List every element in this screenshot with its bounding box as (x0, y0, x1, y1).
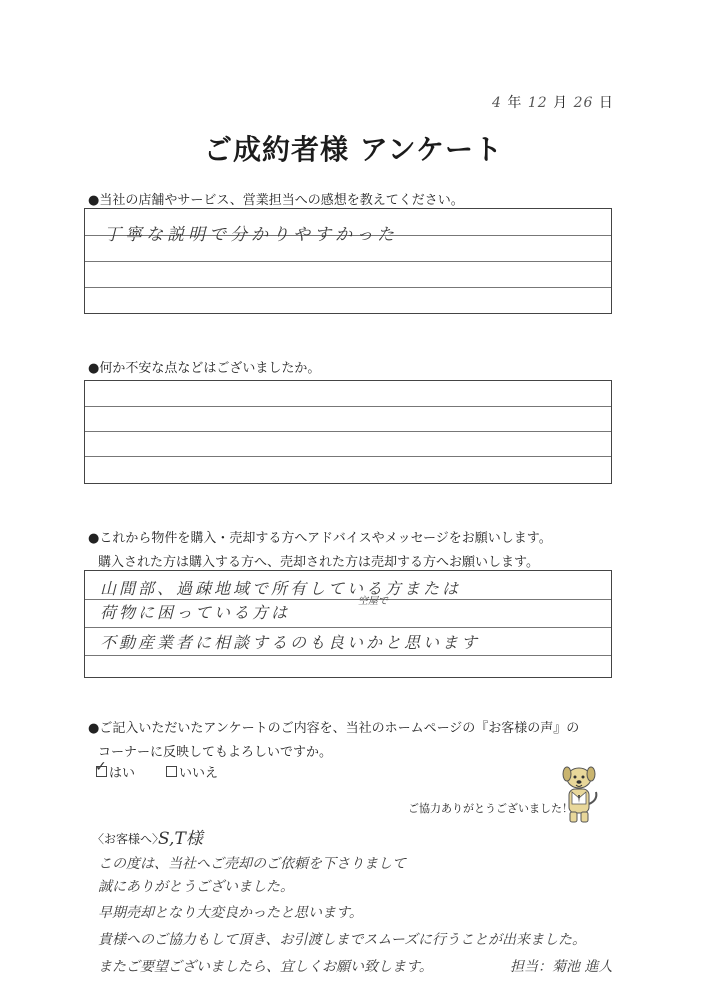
consent-no-label: いいえ (179, 766, 219, 781)
answer-rule (85, 456, 611, 457)
date-day-label: 日 (598, 95, 614, 111)
date-year-handwritten: 4 (492, 95, 502, 111)
reply-line: またご要望ございましたら、宜しくお願い致します。 (98, 959, 433, 975)
dog-mascot-icon (556, 764, 602, 826)
reply-heading: 〈お客様へ〉 (92, 832, 165, 846)
answer-rule (85, 406, 611, 407)
reply-line: 誠にありがとうございました。 (98, 879, 294, 895)
date-month-handwritten: 12 (527, 95, 548, 111)
checkbox-no[interactable] (166, 766, 177, 777)
reply-line: 貴様へのご協力もして頂き、お引渡しまでスムーズに行うことが出来ました。 (98, 932, 587, 948)
question-advice-subline: 購入された方は購入する方へ、売却された方は売却する方へお願いします。 (98, 555, 539, 570)
date-line (492, 92, 614, 112)
answer-rule (85, 287, 611, 288)
question-publish-consent-subline: コーナーに反映してもよろしいですか。 (98, 745, 333, 760)
consent-no-option[interactable] (166, 762, 218, 781)
answer-rule (85, 655, 611, 656)
consent-yes-label: はい (109, 766, 136, 781)
thanks-message: ご協力ありがとうございました！ (408, 802, 573, 815)
staff-signature: 担当：菊池 進人 (510, 959, 613, 975)
question-publish-consent: ●ご記入いただいたアンケートのご内容を、当社のホームページの『お客様の声』の (88, 721, 580, 736)
reply-line: 早期売却となり大変良かったと思います。 (98, 905, 363, 921)
question-impressions: ●当社の店舗やサービス、営業担当への感想を教えてください。 (88, 193, 464, 208)
answer-impressions-handwritten: 丁寧な説明で分かりやすかった (104, 225, 398, 245)
question-advice: ●これから物件を購入・売却する方へアドバイスやメッセージをお願いします。 (88, 531, 552, 546)
checkbox-yes[interactable] (96, 766, 107, 777)
page-title: ご成約者様 アンケート (203, 133, 504, 166)
answer-box-concerns (84, 380, 612, 484)
consent-yes-option[interactable] (96, 762, 135, 781)
date-day-handwritten: 26 (573, 95, 594, 111)
answer-advice-note: 空屋で (358, 596, 388, 607)
date-year-label: 年 (507, 95, 523, 111)
answer-advice-line-3: 不動産業者に相談するのも良いかと思います (100, 633, 481, 652)
question-concerns: ●何か不安な点などはございましたか。 (88, 361, 321, 376)
reply-line: この度は、当社へご売却のご依頼を下さりまして (98, 856, 406, 872)
customer-name: S,T様 (158, 829, 203, 849)
answer-advice-line-1: 山間部、過疎地域で所有している方または (100, 579, 462, 598)
answer-rule (85, 627, 611, 628)
answer-advice-line-2: 荷物に困っている方は (100, 603, 291, 622)
answer-rule (85, 431, 611, 432)
date-month-label: 月 (553, 95, 569, 111)
answer-rule (85, 261, 611, 262)
